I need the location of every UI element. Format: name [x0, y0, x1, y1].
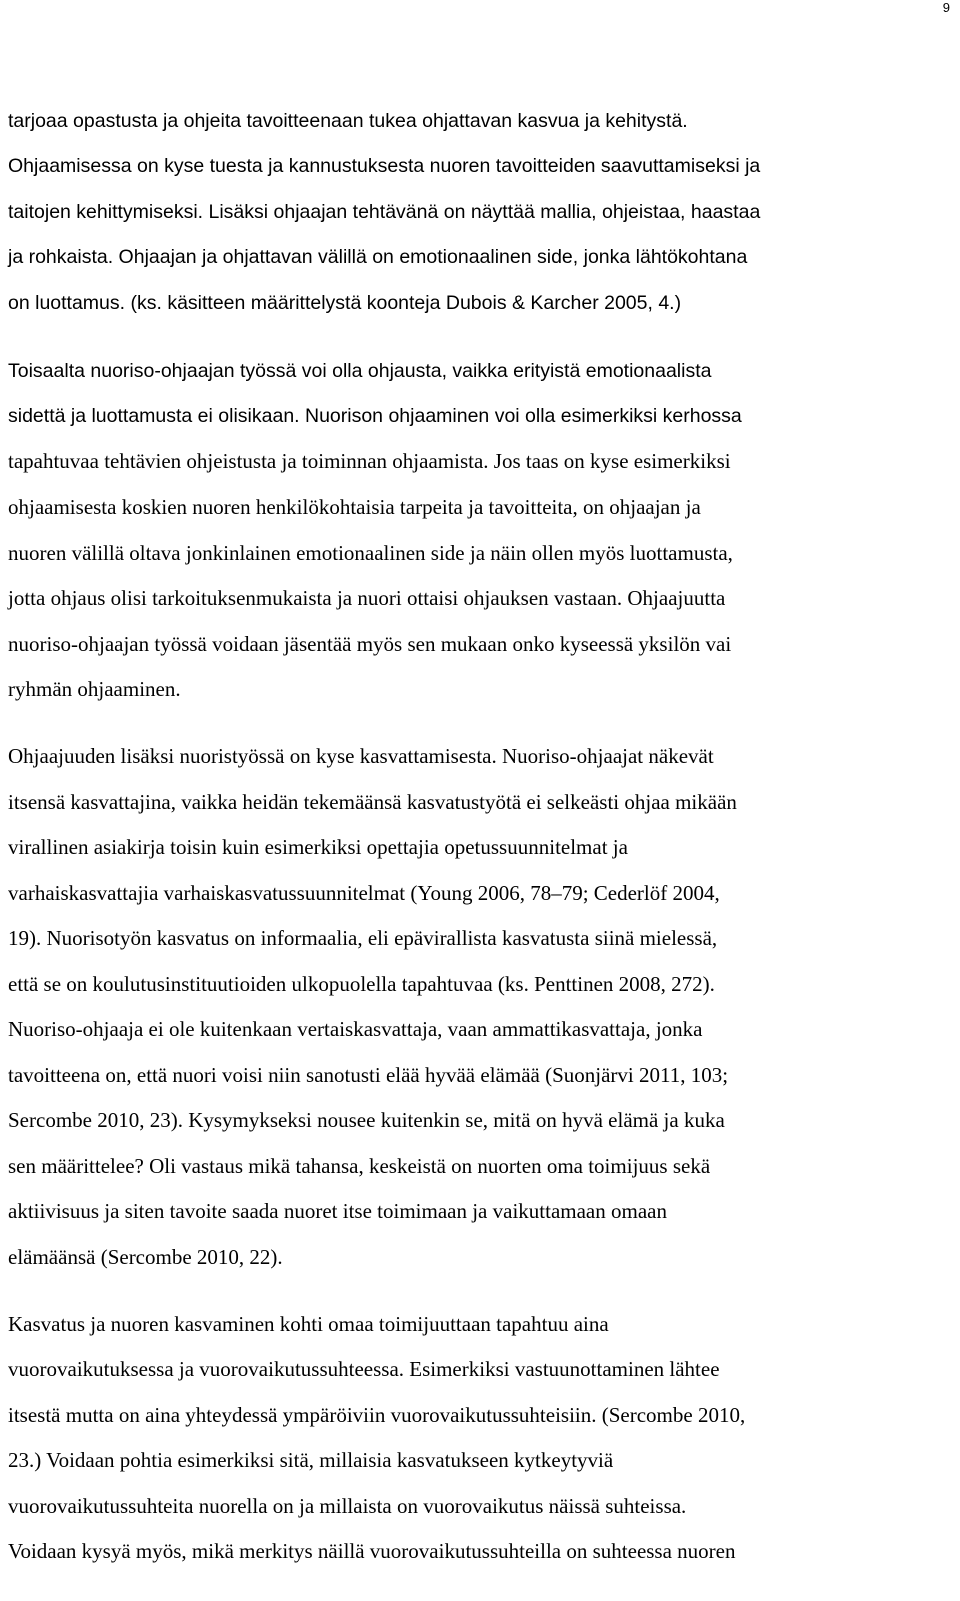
- text-line: elämäänsä (Sercombe 2010, 22).: [8, 1245, 283, 1269]
- text-line: vuorovaikutussuhteita nuorella on ja millaista on vuorovaikutus näissä suhteissa.: [8, 1494, 687, 1518]
- text-line: Kasvatus ja nuoren kasvaminen kohti omaa toimijuuttaan tapahtuu aina: [8, 1312, 609, 1336]
- text-line: Ohjaamisessa on kyse tuesta ja kannustuksesta nuoren tavoitteiden saavuttamiseksi ja: [8, 155, 761, 177]
- text-line: itsestä mutta on aina yhteydessä ympäröiviin vuorovaikutussuhteisiin. (Sercombe 2010,: [8, 1403, 746, 1427]
- text-line: että se on koulutusinstituutioiden ulkopuolella tapahtuvaa (ks. Penttinen 2008, 272).: [8, 972, 715, 996]
- text-line: 19). Nuorisotyön kasvatus on informaalia, eli epävirallista kasvatusta siinä mielessä,: [8, 926, 718, 950]
- text-line: Ohjaajuuden lisäksi nuoristyössä on kyse kasvattamisesta. Nuoriso-ohjaajat näkevät: [8, 744, 714, 768]
- text-line: nuoriso-ohjaajan työssä voidaan jäsentää myös sen mukaan onko kyseessä yksilön vai: [8, 632, 732, 656]
- text-line: tapahtuvaa tehtävien ohjeistusta ja toiminnan ohjaamista. Jos taas on kyse esimerkiksi: [8, 449, 731, 473]
- text-line: sen määrittelee? Oli vastaus mikä tahansa, keskeistä on nuorten oma toimijuus sekä: [8, 1154, 711, 1178]
- text-line: taitojen kehittymiseksi. Lisäksi ohjaajan tehtävänä on näyttää mallia, ohjeistaa, haastaa: [8, 201, 761, 223]
- page-number: 9: [942, 0, 950, 15]
- text-line: nuoren välillä oltava jonkinlainen emotionaalinen side ja näin ollen myös luottamusta,: [8, 541, 733, 565]
- text-line: ja rohkaista. Ohjaajan ja ohjattavan välillä on emotionaalinen side, jonka lähtökohtana: [8, 246, 748, 268]
- text-line: tavoitteena on, että nuori voisi niin sanotusti elää hyvää elämää (Suonjärvi 2011, 103;: [8, 1063, 729, 1087]
- text-line: Sercombe 2010, 23). Kysymykseksi nousee kuitenkin se, mitä on hyvä elämä ja kuka: [8, 1108, 725, 1132]
- text-line: Voidaan kysyä myös, mikä merkitys näillä vuorovaikutussuhteilla on suhteessa nuoren: [8, 1539, 736, 1563]
- text-line: Nuoriso-ohjaaja ei ole kuitenkaan vertaiskasvattaja, vaan ammattikasvattaja, jonka: [8, 1017, 703, 1041]
- text-line: ryhmän ohjaaminen.: [8, 677, 181, 701]
- text-line: Toisaalta nuoriso-ohjaajan työssä voi olla ohjausta, vaikka erityistä emotionaalista: [8, 360, 712, 382]
- text-line: 23.) Voidaan pohtia esimerkiksi sitä, millaisia kasvatukseen kytkeytyviä: [8, 1448, 614, 1472]
- text-line: on luottamus. (ks. käsitteen määrittelystä koonteja Dubois & Karcher 2005, 4.): [8, 292, 682, 314]
- text-line: jotta ohjaus olisi tarkoituksenmukaista ja nuori ottaisi ohjauksen vastaan. Ohjaajuutta: [8, 586, 726, 610]
- text-line: virallinen asiakirja toisin kuin esimerkiksi opettajia opetussuunnitelmat ja: [8, 835, 628, 859]
- text-line: aktiivisuus ja siten tavoite saada nuoret itse toimimaan ja vaikuttamaan omaan: [8, 1199, 667, 1223]
- text-line: varhaiskasvattajia varhaiskasvatussuunnitelmat (Young 2006, 78–79; Cederlöf 2004,: [8, 881, 720, 905]
- text-line: itsensä kasvattajina, vaikka heidän tekemäänsä kasvatustyötä ei selkeästi ohjaa mikään: [8, 790, 737, 814]
- text-line: ohjaamisesta koskien nuoren henkilökohtaisia tarpeita ja tavoitteita, on ohjaajan ja: [8, 495, 701, 519]
- text-line: sidettä ja luottamusta ei olisikaan. Nuorison ohjaaminen voi olla esimerkiksi kerhossa: [8, 405, 742, 427]
- text-line: tarjoaa opastusta ja ohjeita tavoitteenaan tukea ohjattavan kasvua ja kehitystä.: [8, 110, 688, 132]
- text-line: vuorovaikutuksessa ja vuorovaikutussuhteessa. Esimerkiksi vastuunottaminen lähtee: [8, 1357, 720, 1381]
